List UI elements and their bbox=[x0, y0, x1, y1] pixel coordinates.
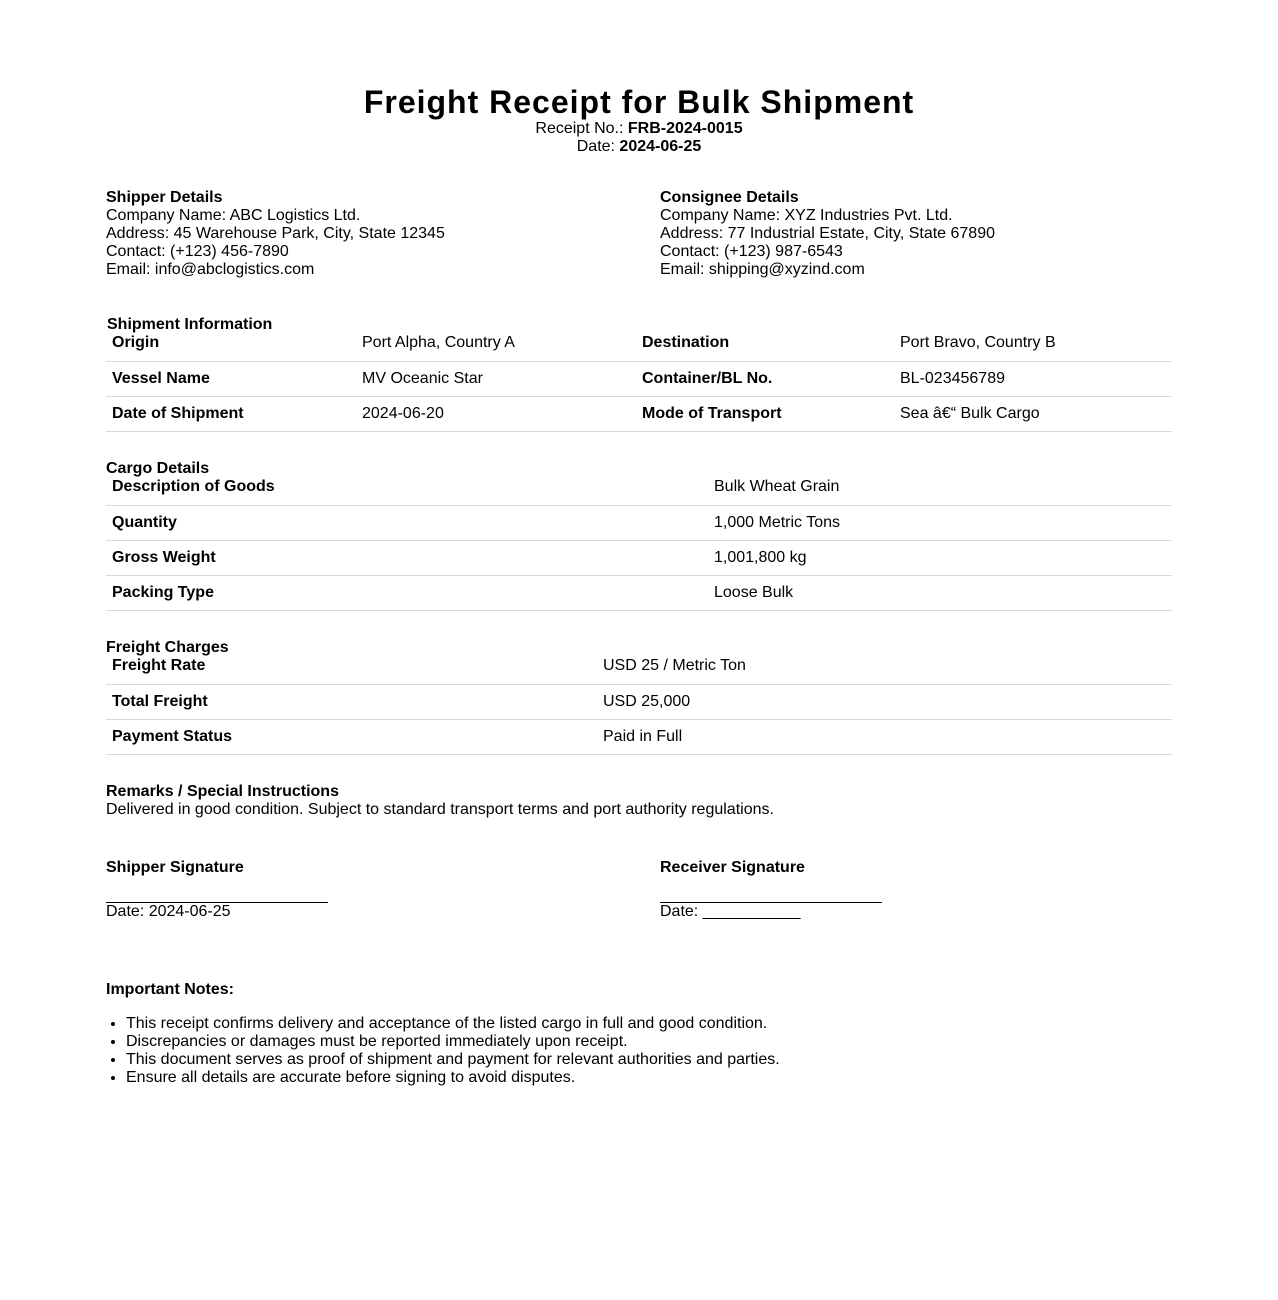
table-row bbox=[106, 478, 1172, 506]
shipment-table bbox=[106, 334, 1172, 432]
document-title: Freight Receipt for Bulk Shipment bbox=[363, 84, 915, 120]
charges-heading: Freight Charges bbox=[106, 639, 229, 656]
list-item: • This receipt confirms delivery and acceptance of the listed cargo in full and good condition. bbox=[126, 1015, 1172, 1033]
shipper-email: Email: info@abclogistics.com bbox=[106, 261, 315, 278]
cargo-table bbox=[106, 478, 1172, 611]
signature-section bbox=[106, 859, 1172, 929]
table-row bbox=[106, 397, 1172, 432]
receiver-signature-line bbox=[660, 877, 882, 903]
shipper-contact: Contact: (+123) 456-7890 bbox=[106, 243, 289, 260]
charge-value: Paid in Full bbox=[597, 720, 1172, 755]
freight-receipt-document bbox=[106, 0, 1172, 1087]
consignee-contact: Contact: (+123) 987-6543 bbox=[660, 243, 843, 260]
shipment-value: Sea â€“ Bulk Cargo bbox=[894, 397, 1172, 432]
list-item: • Discrepancies or damages must be reported immediately upon receipt. bbox=[126, 1033, 1172, 1051]
cargo-key: Packing Type bbox=[106, 576, 708, 611]
consignee-company: Company Name: XYZ Industries Pvt. Ltd. bbox=[660, 207, 953, 224]
shipment-key: Date of Shipment bbox=[106, 397, 356, 432]
important-notes bbox=[106, 981, 1172, 1087]
remarks-section bbox=[106, 783, 1172, 819]
receipt-date: 2024-06-25 bbox=[619, 138, 702, 155]
cargo-value: Loose Bulk bbox=[708, 576, 1172, 611]
shipment-value: MV Oceanic Star bbox=[356, 362, 636, 397]
notes-heading: Important Notes: bbox=[106, 981, 234, 998]
cargo-value: Bulk Wheat Grain bbox=[708, 478, 1172, 506]
remarks-heading: Remarks / Special Instructions bbox=[106, 783, 339, 800]
shipper-signature-date: Date: 2024-06-25 bbox=[106, 903, 231, 920]
shipper-signature-heading: Shipper Signature bbox=[106, 859, 244, 876]
shipment-value: Port Alpha, Country A bbox=[356, 334, 636, 362]
cargo-key: Description of Goods bbox=[106, 478, 708, 506]
shipper-address: Address: 45 Warehouse Park, City, State 12345 bbox=[106, 225, 445, 242]
shipper-signature-line bbox=[106, 877, 328, 903]
shipment-key: Vessel Name bbox=[106, 362, 356, 397]
shipment-heading: Shipment Information bbox=[107, 316, 273, 333]
shipment-key: Origin bbox=[106, 334, 356, 362]
remarks-text: Delivered in good condition. Subject to standard transport terms and port authority regulations. bbox=[106, 801, 774, 818]
table-row bbox=[106, 334, 1172, 362]
shipment-value: Port Bravo, Country B bbox=[894, 334, 1172, 362]
table-row bbox=[106, 576, 1172, 611]
shipment-key: Mode of Transport bbox=[636, 397, 894, 432]
shipment-key: Container/BL No. bbox=[636, 362, 894, 397]
receipt-number: FRB-2024-0015 bbox=[627, 120, 743, 137]
receipt-date-line bbox=[106, 138, 1172, 156]
receiver-signature-heading: Receiver Signature bbox=[660, 859, 805, 876]
shipment-key: Destination bbox=[636, 334, 894, 362]
shipment-value: BL-023456789 bbox=[894, 362, 1172, 397]
cargo-details bbox=[106, 460, 1172, 611]
receipt-date-label: Date: bbox=[576, 138, 620, 155]
cargo-value: 1,000 Metric Tons bbox=[708, 506, 1172, 541]
receipt-number-line bbox=[106, 120, 1172, 138]
shipment-value: 2024-06-20 bbox=[356, 397, 636, 432]
notes-list bbox=[106, 1015, 1172, 1087]
consignee-details bbox=[660, 189, 1160, 279]
table-row bbox=[106, 506, 1172, 541]
party-details bbox=[106, 189, 1172, 279]
shipper-details bbox=[106, 189, 606, 279]
charge-value: USD 25,000 bbox=[597, 685, 1172, 720]
shipper-heading: Shipper Details bbox=[106, 189, 223, 206]
freight-charges bbox=[106, 639, 1172, 755]
receiver-signature-date: Date: ___________ bbox=[660, 903, 801, 920]
charges-table bbox=[106, 657, 1172, 755]
list-item: • Ensure all details are accurate before signing to avoid disputes. bbox=[126, 1069, 1172, 1087]
table-row bbox=[106, 541, 1172, 576]
receipt-number-label: Receipt No.: bbox=[535, 120, 628, 137]
consignee-heading: Consignee Details bbox=[660, 189, 799, 206]
charge-key: Total Freight bbox=[106, 685, 597, 720]
consignee-email: Email: shipping@xyzind.com bbox=[660, 261, 865, 278]
cargo-key: Quantity bbox=[106, 506, 708, 541]
table-row bbox=[106, 657, 1172, 685]
shipper-signature-block bbox=[106, 859, 406, 921]
charge-key: Payment Status bbox=[106, 720, 597, 755]
list-item: • This document serves as proof of shipment and payment for relevant authorities and parties. bbox=[126, 1051, 1172, 1069]
table-row bbox=[106, 685, 1172, 720]
cargo-key: Gross Weight bbox=[106, 541, 708, 576]
shipper-company: Company Name: ABC Logistics Ltd. bbox=[106, 207, 361, 224]
shipment-information bbox=[106, 316, 1172, 432]
cargo-heading: Cargo Details bbox=[106, 460, 210, 477]
document-header bbox=[106, 0, 1172, 156]
table-row bbox=[106, 720, 1172, 755]
table-row bbox=[106, 362, 1172, 397]
consignee-address: Address: 77 Industrial Estate, City, State 67890 bbox=[660, 225, 995, 242]
receiver-signature-block bbox=[660, 859, 960, 921]
charge-value: USD 25 / Metric Ton bbox=[597, 657, 1172, 685]
charge-key: Freight Rate bbox=[106, 657, 597, 685]
cargo-value: 1,001,800 kg bbox=[708, 541, 1172, 576]
